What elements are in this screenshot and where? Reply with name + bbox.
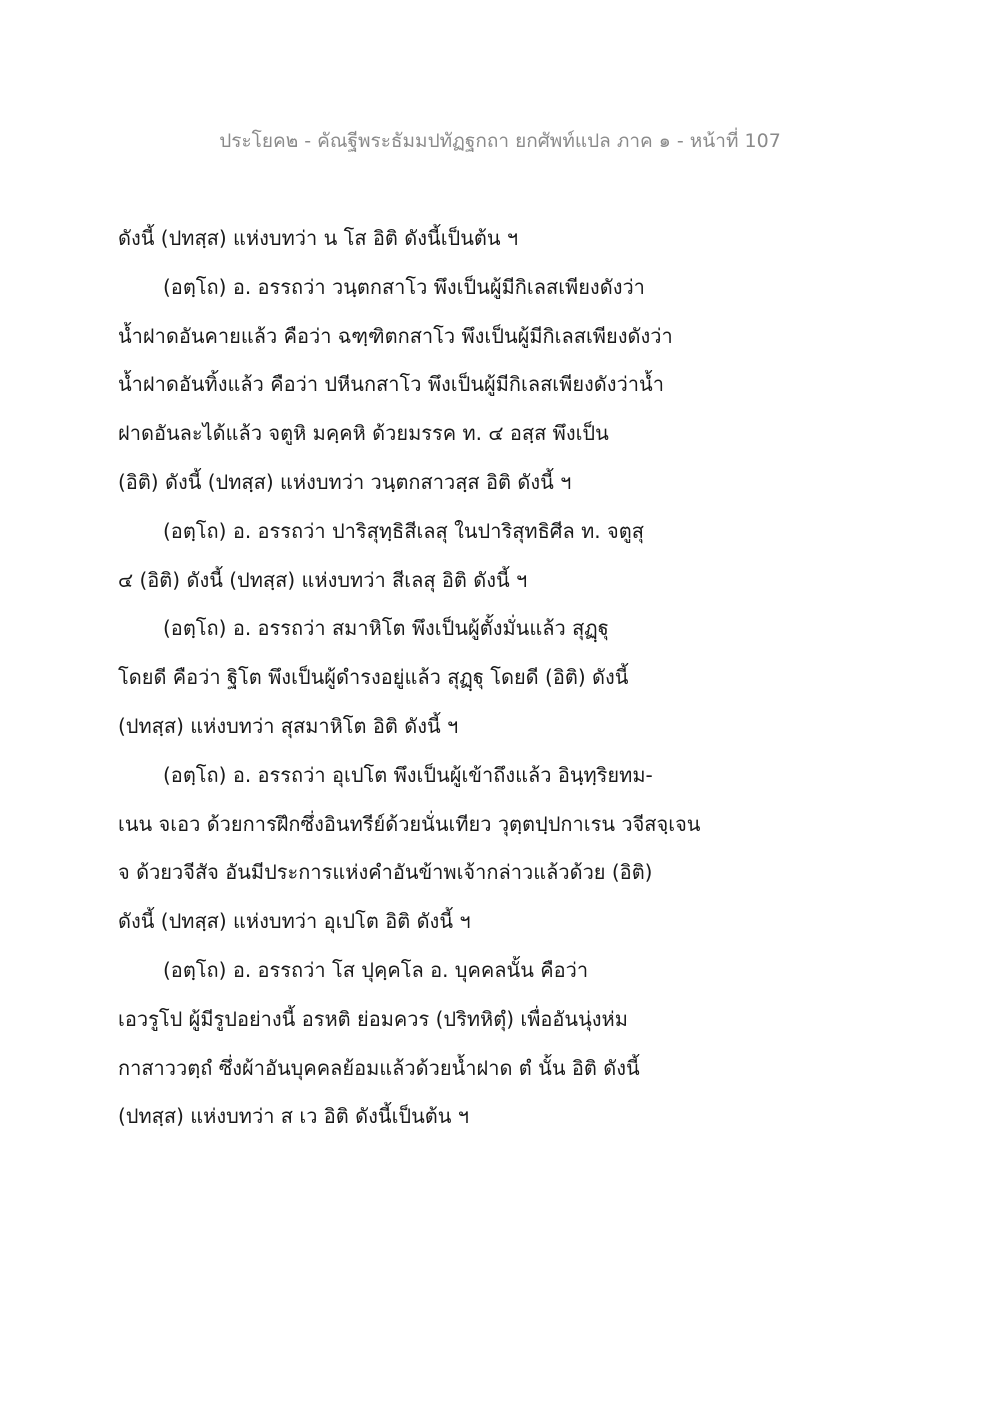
text-line-4: น้ำฝาดอันทิ้งแล้ว คือว่า ปหีนกสาโว พึงเป็นผู้มีกิเลสเพียงดังว่าน้ำ: [118, 372, 664, 397]
text-line-10: โดยดี คือว่า ฐิโต พึงเป็นผู้ดำรงอยู่แล้ว สุฏฺฐุ โดยดี (อิติ) ดังนี้: [118, 665, 629, 690]
text-line-18: กาสาววตฺถํ ซึ่งผ้าอันบุคคลย้อมแล้วด้วยน้ำฝาด ตํ นั้น อิติ ดังนี้: [118, 1055, 640, 1080]
text-line-1: ดังนี้ (ปทสฺส) แห่งบทว่า น โส อิติ ดังนี้เป็นต้น ฯ: [118, 226, 519, 250]
text-line-14: จ ด้วยวจีสัจ อันมีประการแห่งคำอันข้าพเจ้ากล่าวแล้วด้วย (อิติ): [118, 860, 653, 885]
running-header: ประโยค๒ - คัณฐีพระธัมมปทัฏฐกถา ยกศัพท์แปล ภาค ๑ - หน้าที่ 107: [219, 130, 781, 152]
text-line-17: เอวรูโป ผู้มีรูปอย่างนี้ อรหติ ย่อมควร (ปริทหิตุํ) เพื่ออันนุ่งห่ม: [118, 1006, 628, 1031]
text-line-9: (อตฺโถ) อ. อรรถว่า สมาหิโต พึงเป็นผู้ตั้งมั่นแล้ว สุฏฺฐุ: [163, 616, 609, 641]
text-line-12: (อตฺโถ) อ. อรรถว่า อุเปโต พึงเป็นผู้เข้าถึงแล้ว อินฺทฺริยทม-: [163, 762, 653, 787]
text-line-3: น้ำฝาดอันคายแล้ว คือว่า ฉฑฺฑิตกสาโว พึงเป็นผู้มีกิเลสเพียงดังว่า: [118, 323, 673, 348]
text-line-7: (อตฺโถ) อ. อรรถว่า ปาริสุทฺธิสีเลสุ ในปาริสุทธิศีล ท. จตูสุ: [163, 518, 644, 543]
body-text: [118, 214, 758, 1141]
text-line-16: (อตฺโถ) อ. อรรถว่า โส ปุคฺคโล อ. บุคคลนั้น คือว่า: [163, 957, 589, 982]
text-line-15: ดังนี้ (ปทสฺส) แห่งบทว่า อุเปโต อิติ ดังนี้ ฯ: [118, 909, 471, 934]
text-line-13: เนน จเอว ด้วยการฝึกซึ่งอินทรีย์ด้วยนั่นเทียว วุตฺตปฺปกาเรน วจีสจฺเจน: [118, 811, 701, 836]
text-line-5: ฝาดอันละได้แล้ว จตูหิ มคฺคหิ ด้วยมรรค ท. ๔ อสฺส พึงเป็น: [118, 421, 609, 446]
text-line-2: (อตฺโถ) อ. อรรถว่า วนฺตกสาโว พึงเป็นผู้มีกิเลสเพียงดังว่า: [163, 274, 645, 299]
text-line-11: (ปทสฺส) แห่งบทว่า สุสมาหิโต อิติ ดังนี้ ฯ: [118, 713, 459, 738]
text-line-8: ๔ (อิติ) ดังนี้ (ปทสฺส) แห่งบทว่า สีเลสุ อิติ ดังนี้ ฯ: [118, 567, 528, 592]
text-line-6: (อิติ) ดังนี้ (ปทสฺส) แห่งบทว่า วนฺตกสาวสฺส อิติ ดังนี้ ฯ: [118, 469, 572, 494]
text-line-19: (ปทสฺส) แห่งบทว่า ส เว อิติ ดังนี้เป็นต้น ฯ: [118, 1104, 470, 1129]
